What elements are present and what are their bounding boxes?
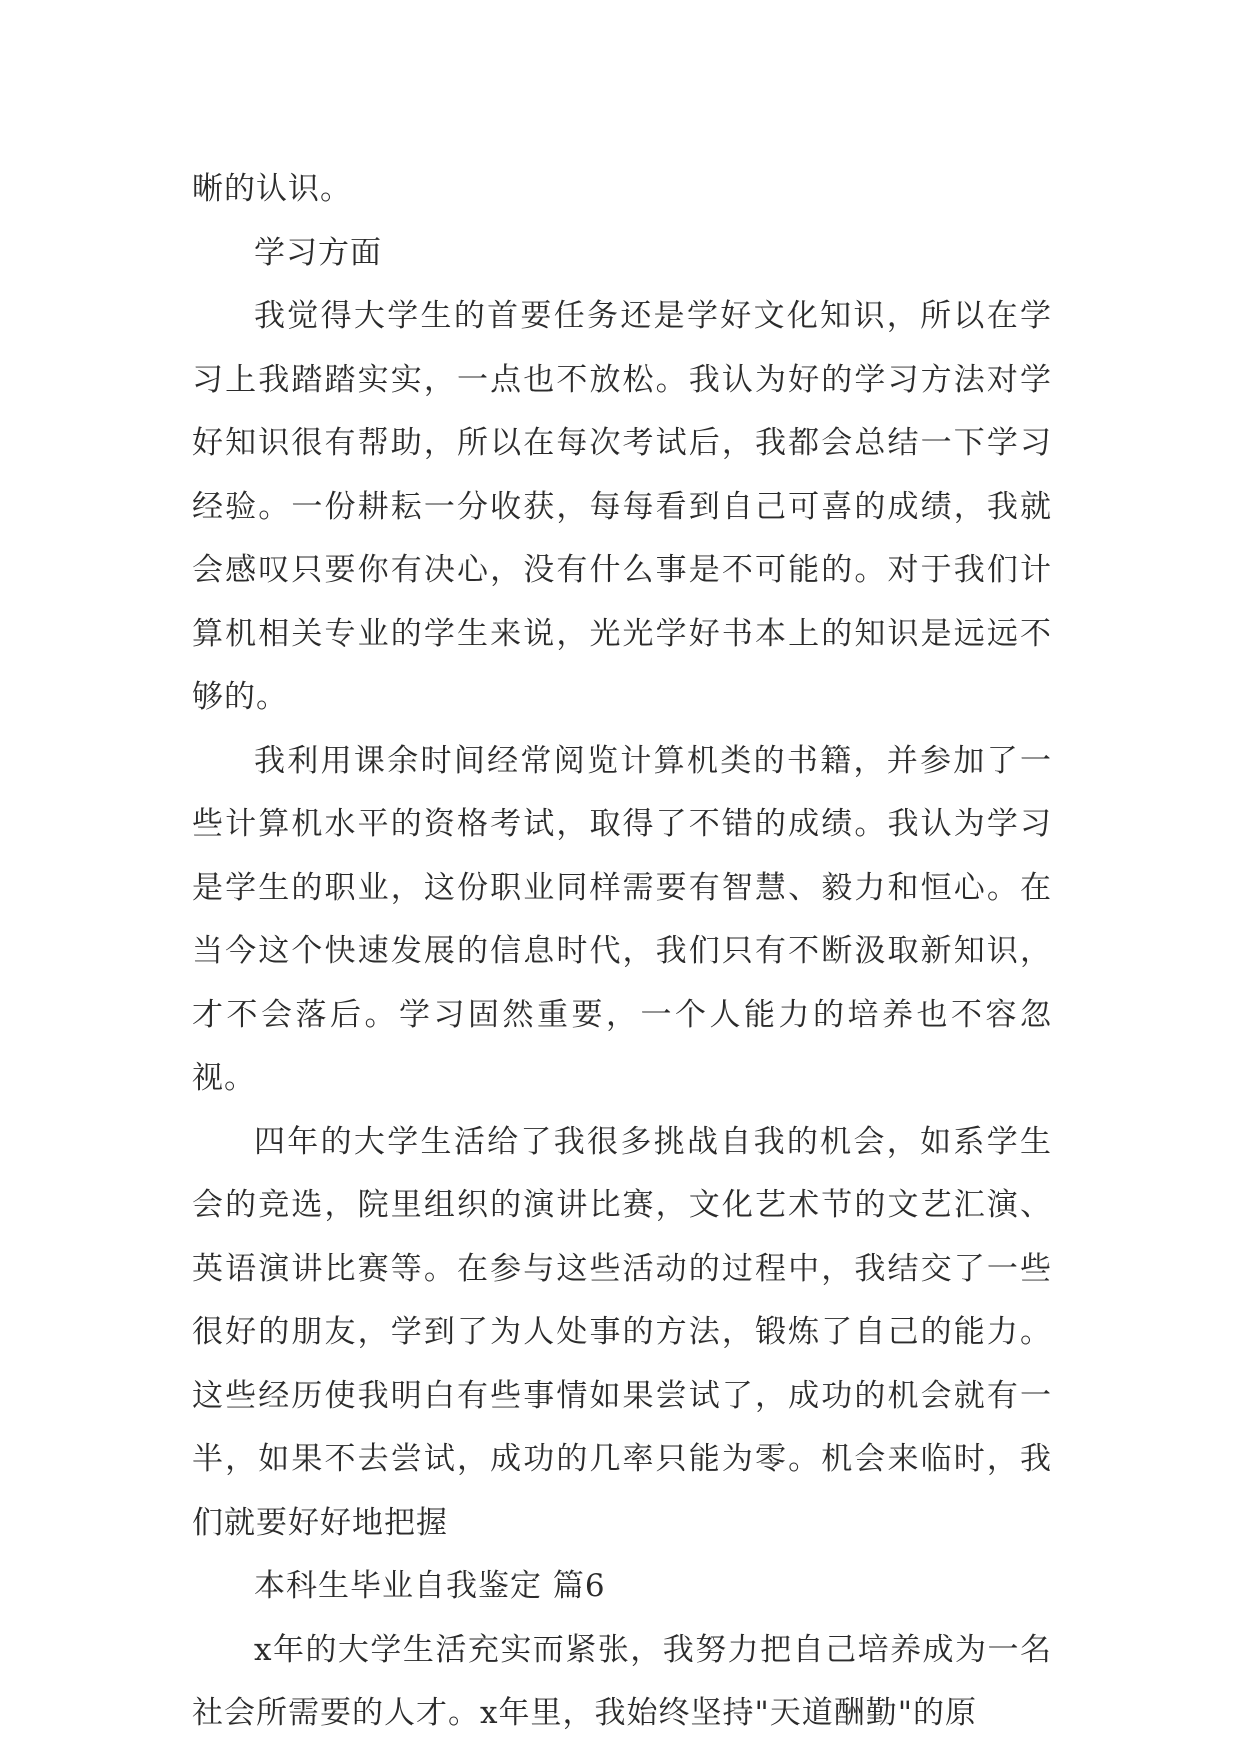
paragraph-activities: 四年的大学生活给了我很多挑战自我的机会，如系学生会的竞选，院里组织的演讲比赛，文化艺术节的文艺汇演、英语演讲比赛等。在参与这些活动的过程中，我结交了一些很好的朋友，学到了为人处事的方法，锻炼了自己的能力。这些经历使我明白有些事情如果尝试了，成功的机会就有一半，如果不去尝试，成功的几率只能为零。机会来临时，我们就要好好地把握 <box>192 1123 1052 1541</box>
section-heading-study: 学习方面 <box>254 234 382 271</box>
paragraph-continuation: 晰的认识。 <box>192 171 352 207</box>
paragraph-part6-intro: x年的大学生活充实而紧张，我努力把自己培养成为一名社会所需要的人才。x年里，我始终坚持"天道酬勤"的原 <box>192 1631 1052 1731</box>
paragraph-study-1: 我觉得大学生的首要任务还是学好文化知识，所以在学习上我踏踏实实，一点也不放松。我认为好的学习方法对学好知识很有帮助，所以在每次考试后，我都会总结一下学习经验。一份耕耘一分收获，每每看到自己可喜的成绩，我就会感叹只要你有决心，没有什么事是不可能的。对于我们计算机相关专业的学生来说，光光学好书本上的知识是远远不够的。 <box>192 298 1052 715</box>
paragraph-study-2: 我利用课余时间经常阅览计算机类的书籍，并参加了一些计算机水平的资格考试，取得了不错的成绩。我认为学习是学生的职业，这份职业同样需要有智慧、毅力和恒心。在当今这个快速发展的信息时代，我们只有不断汲取新知识，才不会落后。学习固然重要，一个人能力的培养也不容忽视。 <box>192 742 1052 1096</box>
document-body <box>192 158 1052 1746</box>
section-heading-part6: 本科生毕业自我鉴定 篇6 <box>254 1568 606 1604</box>
